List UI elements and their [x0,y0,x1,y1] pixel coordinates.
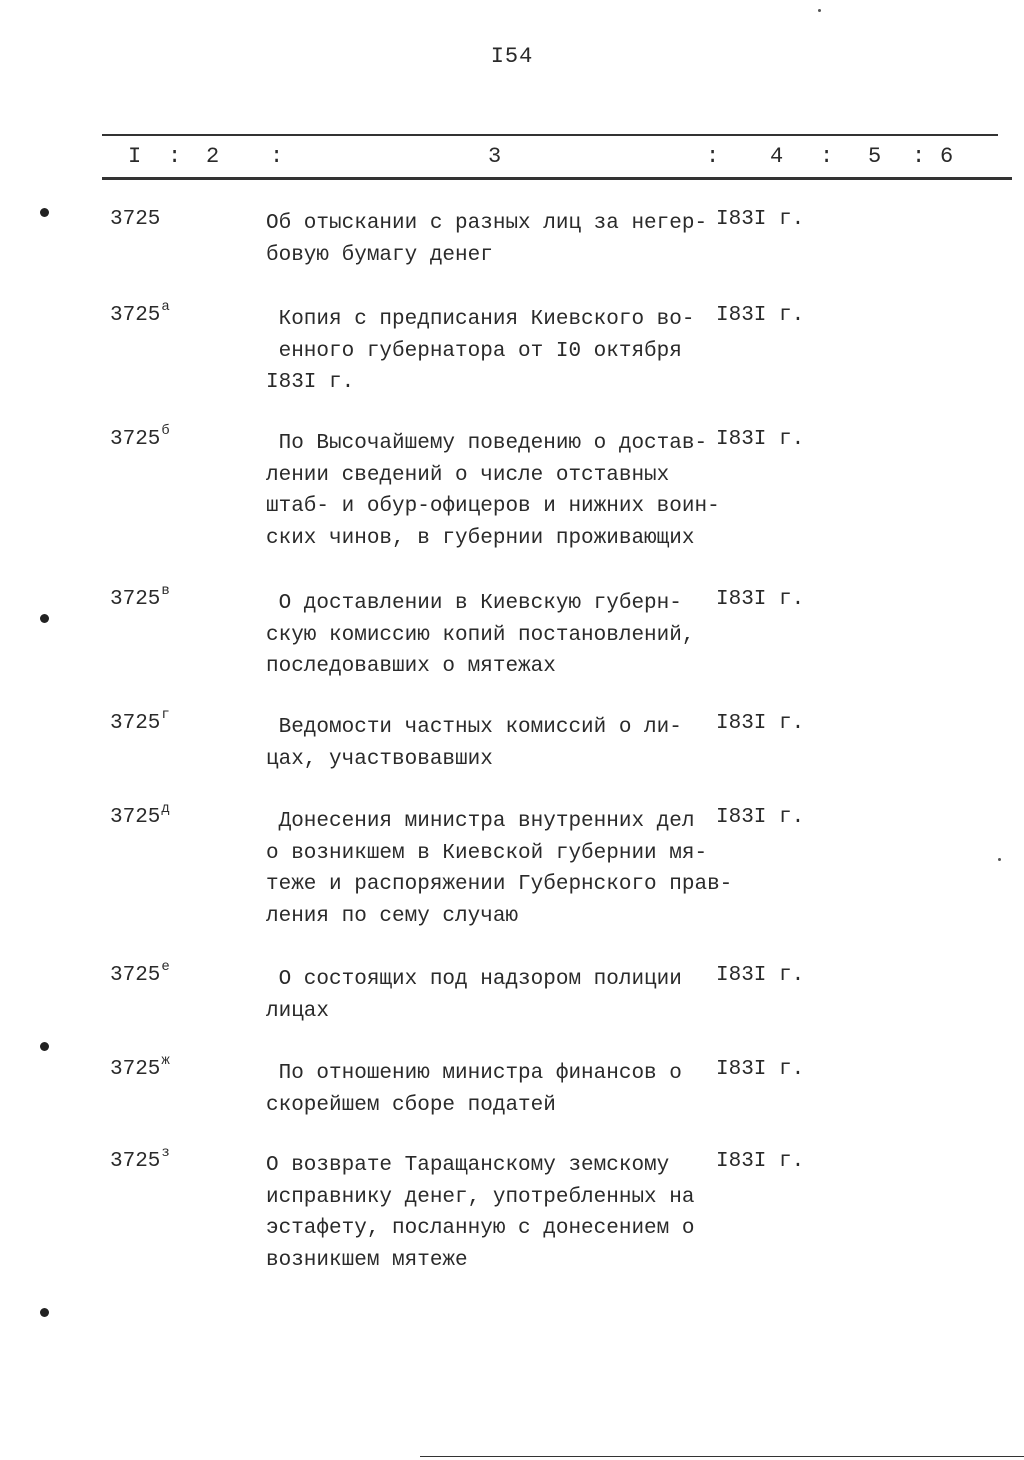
entry-number-letter: д [161,801,170,817]
margin-hole-dot [40,208,49,217]
margin-hole-dot [40,1308,49,1317]
entry-year: I83I г. [716,588,805,611]
entry-number [110,583,170,611]
margin-hole-dot [40,614,49,623]
column-header-label: I [128,144,142,169]
column-header-label: 4 [770,144,784,169]
entry-description-line: Ведомости частных комиссий о ли- [266,716,682,739]
margin-hole-dot [40,1042,49,1051]
entry-number-base: 3725 [110,1058,161,1081]
entry-description-line: теже и распоряжении Губернского прав- [266,873,733,896]
entry-description-line: лении сведений о числе отставных [266,463,670,487]
top-rule [102,134,998,136]
entry-description-line: скорейшем сборе податей [266,1093,556,1117]
entry-year: I83I г. [716,304,805,327]
entry-description-line: о возникшем в Киевской губернии мя- [266,841,708,865]
column-header-label: 6 [940,144,954,169]
entry-description-line: О доставлении в Киевскую губерн- [266,592,682,615]
entry-number-base: 3725 [110,428,161,451]
bottom-rule [420,1456,1024,1457]
column-separator: : [706,144,720,169]
entry-description-line: ских чинов, в губернии проживающих [266,526,695,550]
entry-description-line: О состоящих под надзором полиции [266,968,682,991]
entry-number-letter: а [161,299,170,315]
entry-description-line: эстафету, посланную с донесением о [266,1217,695,1240]
entry-year: I83I г. [716,964,805,987]
entry-number-base: 3725 [110,1150,161,1173]
entry-description-line: I83I г. [266,371,355,394]
entry-number-letter: г [161,707,170,723]
entry-description-line: скую комиссию копий постановлений, [266,623,695,647]
entry-description-line: О возврате Таращанскому земскому [266,1154,670,1177]
scan-speck [818,9,821,12]
entry-number-base: 3725 [110,588,161,611]
entry-year: I83I г. [716,208,805,231]
entry-number [110,959,170,987]
entry-description-line: лицах [266,999,330,1023]
entry-description-line: ления по сему случаю [266,904,519,928]
entry-number-letter: з [161,1145,170,1161]
entry-description-line: Копия с предписания Киевского во- [266,308,695,331]
entry-description-line: исправнику денег, употребленных на [266,1185,695,1209]
entry-description-line: штаб- и обур-офицеров и нижних воин- [266,495,720,518]
column-separator: : [912,144,926,169]
entry-number-base: 3725 [110,208,161,231]
entry-number-base: 3725 [110,712,161,735]
entry-number-letter: б [161,423,170,439]
page-number: I54 [490,44,534,69]
column-separator: : [820,144,834,169]
entry-number [110,1053,170,1081]
entry-number [110,1145,170,1173]
entry-year: I83I г. [716,428,805,451]
entry-description-line: енного губернатора от I0 октября [266,339,682,363]
entry-number-letter: е [161,959,170,975]
entry-number-letter: в [161,583,170,599]
entry-year: I83I г. [716,1150,805,1173]
column-header-label: 3 [488,144,502,169]
entry-year: I83I г. [716,806,805,829]
column-separator: : [168,144,182,169]
entry-description-line: возникшем мятеже [266,1248,468,1272]
entry-number [110,423,170,451]
entry-number-base: 3725 [110,964,161,987]
entry-number [110,801,170,829]
entry-description-line: бовую бумагу денег [266,243,493,267]
column-header-label: 2 [206,144,220,169]
header-rule [102,177,1012,180]
entry-description-line: По Высочайшему поведению о достав- [266,432,708,455]
entry-number [110,299,170,327]
entry-number [110,707,170,735]
entry-number-base: 3725 [110,304,161,327]
column-header-label: 5 [868,144,882,169]
scan-speck [998,858,1001,861]
column-separator: : [270,144,284,169]
entry-description-line: цах, участвовавших [266,747,493,771]
entry-description-line: последовавших о мятежах [266,655,556,678]
entry-number-base: 3725 [110,806,161,829]
entry-year: I83I г. [716,1058,805,1081]
entry-number-letter: ж [161,1053,170,1069]
entry-description-line: По отношению министра финансов о [266,1062,682,1085]
entry-year: I83I г. [716,712,805,735]
entry-description-line: Об отыскании с разных лиц за негер- [266,212,708,235]
entry-description-line: Донесения министра внутренних дел [266,810,695,833]
entry-number [110,208,160,231]
